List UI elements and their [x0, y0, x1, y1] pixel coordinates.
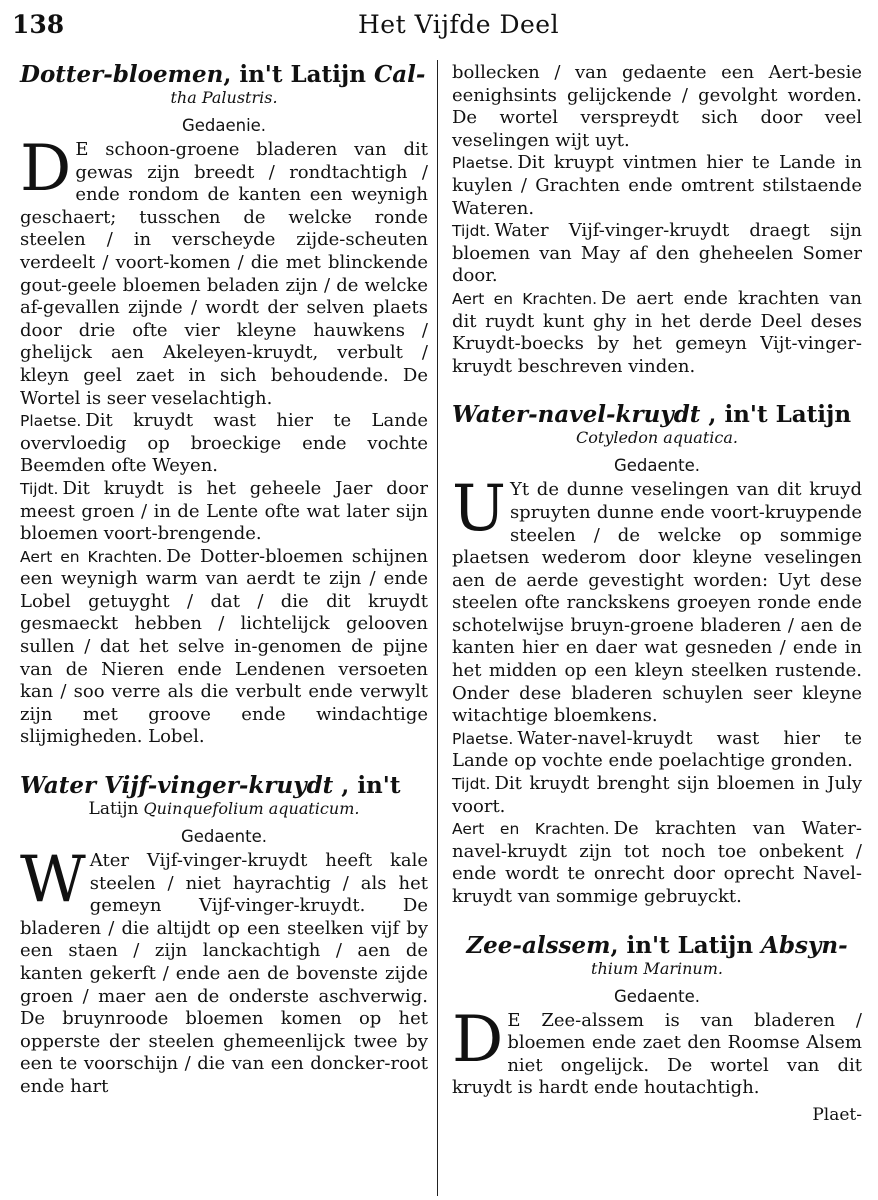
right-column [452, 62, 862, 1180]
left-column [20, 62, 428, 1180]
entry-water-vijf-vinger-kruydt-continued [452, 62, 862, 378]
latin-line [20, 798, 428, 820]
latin-prefix: , in't Latijn [610, 931, 754, 959]
paragraph-text: De krachten van Water-navel-kruydt zijn tot noch toe onbekent / ende wordt te onrecht door oprecht Navel-kruydt van sommige gebruyckt. [452, 818, 862, 907]
paragraph-aert [20, 546, 428, 749]
paragraph-tijdt [20, 478, 428, 546]
paragraph-plaetse [20, 410, 428, 478]
latin-name-start: Cal- [365, 61, 426, 88]
latin-prefix: , in't Latijn [223, 61, 366, 88]
entry-dotter-bloemen [20, 62, 428, 749]
latin-name-end: tha Palustris. [170, 88, 278, 107]
title-suffix: , in't [333, 772, 401, 800]
drop-cap: W [20, 843, 86, 918]
section-head-gedaente: Gedaenie. [181, 116, 267, 135]
spacer [20, 753, 428, 773]
entry-name: Water-navel-kruydt [452, 401, 701, 429]
entry-title [452, 933, 862, 958]
entry-title [20, 773, 428, 798]
paragraph-gedaente [452, 1002, 862, 1100]
paragraph-continued: bollecken / van gedaente een Aert-besie eenighsints gelijckende / gevolght worden. De wortel verspreydt sich door veel veselingen wijt uyt. [452, 62, 862, 151]
latin-name: Quinquefolium aquaticum. [138, 799, 360, 819]
entry-title [452, 402, 862, 427]
paragraph-aert [452, 288, 862, 378]
title-suffix: , in't Latijn [700, 401, 852, 429]
paragraph-gedaente [20, 132, 428, 410]
latin-name-start: Absyn- [753, 931, 848, 959]
section-head-gedaente: Gedaente. [614, 456, 700, 476]
section-head-gedaente: Gedaente. [614, 986, 700, 1006]
entry-name: Dotter-bloemen [20, 61, 224, 88]
catchword: Plaet- [812, 1104, 862, 1125]
label-plaetse: Plaetse. [452, 154, 514, 173]
entry-water-navel-kruydt [452, 402, 862, 908]
spacer [452, 382, 862, 402]
page-number: 138 [12, 10, 65, 39]
label-aert: Aert en Krachten. [452, 820, 610, 839]
paragraph-gedaente [452, 472, 862, 728]
latin-name: Cotyledon aquatica. [576, 428, 738, 448]
entry-title [20, 62, 428, 87]
entry-name: Water Vijf-vinger-kruydt [20, 772, 334, 800]
paragraph-tijdt [452, 220, 862, 288]
label-aert: Aert en Krachten. [452, 289, 598, 308]
paragraph-plaetse [452, 728, 862, 773]
paragraph-text: De Dotter-bloemen schijnen een weynigh warm van aerdt te zijn / ende Lobel getuyght / dat / die dit kruydt gesmaeckt hebben / lichtelijck gelooven sullen / dat het selve in-genomen de pijne van de Nieren ende Lendenen versoeten kan / soo verre als die verbult ende verwylt zijn met groove ende windachtige slijmigheden. Lobel. [20, 545, 428, 748]
paragraph-text: Water-navel-kruydt wast hier te Lande op vochte ende poelachtige gronden. [452, 727, 862, 772]
paragraph-text: E schoon-groene bladeren van dit gewas zijn breedt / rondtachtigh / ende rondom de kanten een weynigh geschaert; tusschen de welcke ronde steelen / in verscheyde zijde-scheuten verdeelt / voort-komen / die met blinckende gout-geele bloemen beladen zijn / de welcke af-gevallen zijnde / wordt der selven plaets door drie ofte vier kleyne hauwkens / ghelijck aen Akeleyen-kruydt, verbult / kleyn geel zaet in sich behoudende. De Wortel is seer veselachtigh. [20, 139, 428, 409]
paragraph-gedaente [20, 843, 428, 1099]
label-tijdt: Tijdt. [20, 479, 59, 498]
drop-cap: U [452, 472, 506, 547]
running-title: Het Vijfde Deel [358, 10, 560, 39]
drop-cap: D [452, 1002, 504, 1077]
paragraph-tijdt [452, 773, 862, 818]
section-head-gedaente: Gedaente. [181, 827, 267, 847]
spacer [452, 913, 862, 933]
paragraph-text: De aert ende krachten van dit ruydt kunt ghy in het derde Deel deses Kruydt-boecks by het gemeyn Vijt-vinger-kruydt beschreven vinden. [452, 287, 862, 377]
paragraph-text: Ater Vijf-vinger-kruydt heeft kale steelen / niet hayrachtig / als het gemeyn Vijf-vinger-kruydt. De bladeren / die altijdt op een steelken vijf by een staen / zijn lanckachtigh / aen de kanten gekerft / ende aen de bovenste zijde groen / maer aen de onderste aschverwig. De bruynroode bloemen komen op het opperste der steelen ghemeenlijck twee by een te voorschijn / die van een doncker-root ende hart [20, 850, 428, 1097]
label-aert: Aert en Krachten. [20, 547, 163, 566]
paragraph-text: Dit kruydt wast hier te Lande overvloedig op broeckige ende vochte Beemden ofte Weyen. [20, 410, 428, 477]
paragraph-aert [452, 818, 862, 908]
latin-name-end: thium Marinum. [591, 958, 723, 978]
label-tijdt: Tijdt. [452, 775, 491, 794]
paragraph-text: E Zee-alssem is van bladeren / bloemen ende zaet den Roomse Alsem niet ongelijck. De wortel van dit kruydt is hardt ende houtachtigh. [452, 1009, 862, 1099]
entry-name: Zee-alssem [466, 931, 611, 959]
label-plaetse: Plaetse. [20, 412, 82, 431]
column-divider [437, 60, 438, 1196]
latin-prefix: Latijn [88, 799, 139, 820]
drop-cap: D [20, 132, 72, 206]
paragraph-plaetse [452, 152, 862, 220]
paragraph-text: Dit kruydt is het geheele Jaer door meest groen / in de Lente ofte wat later sijn bloemen voort-brengende. [20, 477, 428, 545]
entry-zee-alssem [452, 933, 862, 1127]
paragraph-text: Yt de dunne veselingen van dit kruyd spruyten dunne ende voort-kruypende steelen / de welcke op sommige plaetsen wederom door kleyne veselingen aen de aerde gevestight worden: Uyt dese steelen ofte ranckskens groeyen ronde ende schotelwijse bruyn-groene bladeren / aen de kanten hier en daer wat gesneden / ende in het midden op een kleyn steelken rustende. Onder dese bladeren schuylen seer kleyne witachtige bloemkens. [452, 479, 862, 727]
paragraph-text: Dit kruydt brenght sijn bloemen in July voort. [452, 773, 862, 817]
label-plaetse: Plaetse. [452, 729, 514, 748]
page-header [0, 8, 878, 44]
entry-water-vijf-vinger-kruydt [20, 773, 428, 1099]
paragraph-text: Water Vijf-vinger-kruydt draegt sijn bloemen van May af den gheheelen Somer door. [452, 220, 862, 287]
label-tijdt: Tijdt. [452, 222, 491, 241]
paragraph-text: Dit kruypt vintmen hier te Lande in kuylen / Grachten ende omtrent stilstaende Wateren. [452, 152, 862, 219]
